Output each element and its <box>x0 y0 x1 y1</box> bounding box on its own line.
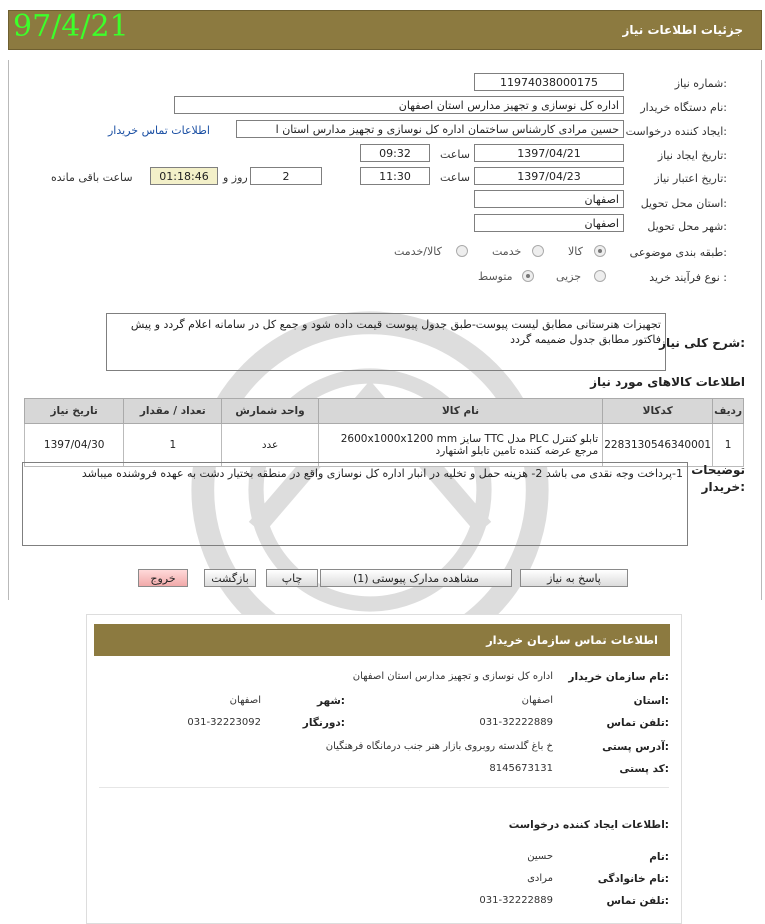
need-number-field[interactable]: 11974038000175 <box>474 73 624 91</box>
city-contact-label: شهر: <box>317 695 345 707</box>
org-label: نام سازمان خریدار: <box>568 671 669 683</box>
description-label: شرح کلی نیاز: <box>659 336 745 350</box>
city-field[interactable]: اصفهان <box>474 214 624 232</box>
exit-button[interactable]: خروج <box>138 569 188 587</box>
category-service-label: خدمت <box>492 245 522 258</box>
row-unit: عدد <box>222 424 319 467</box>
time-remaining-label: ساعت باقی مانده <box>51 171 133 184</box>
validity-date-label: تاریخ اعتبار نیاز: <box>654 172 727 185</box>
province-contact-value: اصفهان <box>521 695 553 706</box>
row-name-line2: مرجع عرضه کننده تامین تابلو اشتهارد <box>435 445 599 457</box>
panel-divider <box>99 787 669 788</box>
col-name: نام کالا <box>318 399 602 424</box>
contact-panel-title: اطلاعات تماس سازمان خریدار <box>486 633 658 647</box>
page-header <box>8 10 762 50</box>
city-label: شهر محل تحویل: <box>647 220 727 233</box>
reply-button[interactable]: پاسخ به نیاز <box>520 569 628 587</box>
org-value: اداره کل نوسازی و تجهیز مدارس استان اصفهان <box>352 671 553 682</box>
days-remaining-field[interactable]: 2 <box>250 167 322 185</box>
category-label: طبقه بندی موضوعی: <box>629 246 727 259</box>
buyer-contact-link[interactable]: اطلاعات تماس خریدار <box>108 124 210 137</box>
requester-info-title: اطلاعات ایجاد کننده درخواست: <box>508 819 669 831</box>
col-qty: تعداد / مقدار <box>124 399 222 424</box>
requester-phone-value: 031-32222889 <box>479 895 553 906</box>
row-name-line1: تابلو کنترل PLC مدل TTC سایز 2600x1000x1200 mm <box>340 433 599 445</box>
category-both-radio[interactable] <box>456 245 468 257</box>
city-contact-value: اصفهان <box>229 695 261 706</box>
province-field[interactable]: اصفهان <box>474 190 624 208</box>
family-name-label: نام خانوادگی: <box>597 873 669 885</box>
col-date: تاریخ نیاز <box>25 399 124 424</box>
created-time-field[interactable]: 09:32 <box>360 144 430 162</box>
postal-code-label: کد پستی: <box>619 763 669 775</box>
category-goods-label: کالا <box>568 245 583 258</box>
items-section-title: اطلاعات کالاهای مورد نیاز <box>590 375 745 389</box>
days-label: روز و <box>223 171 248 184</box>
fax-label: دورنگار: <box>302 717 345 729</box>
attachments-button[interactable]: مشاهده مدارک پیوستی (1) <box>320 569 512 587</box>
validity-time-field[interactable]: 11:30 <box>360 167 430 185</box>
province-label: استان محل تحویل: <box>640 197 727 210</box>
row-name <box>318 424 602 467</box>
need-number-label: شماره نیاز: <box>674 77 727 90</box>
name-label: نام: <box>649 851 669 863</box>
date-stamp: 97/4/21 <box>13 9 129 44</box>
validity-date-field[interactable]: 1397/04/23 <box>474 167 624 185</box>
requester-label: ایجاد کننده درخواست: <box>625 125 727 138</box>
fax-value: 031-32223092 <box>187 717 261 728</box>
category-service-radio[interactable] <box>532 245 544 257</box>
created-time-label: ساعت <box>440 148 470 161</box>
back-button[interactable]: بازگشت <box>204 569 256 587</box>
row-qty: 1 <box>124 424 222 467</box>
name-value: حسین <box>527 851 553 862</box>
process-minor-radio[interactable] <box>594 270 606 282</box>
buyer-org-label: نام دستگاه خریدار: <box>640 101 727 114</box>
page-title: جزئیات اطلاعات نیاز <box>622 23 743 37</box>
items-table-header <box>25 399 744 424</box>
validity-time-label: ساعت <box>440 171 470 184</box>
buyer-org-field[interactable]: اداره کل نوسازی و تجهیز مدارس استان اصفهان <box>174 96 624 114</box>
col-unit: واحد شمارش <box>222 399 319 424</box>
created-date-field[interactable]: 1397/04/21 <box>474 144 624 162</box>
items-table <box>24 398 744 467</box>
row-index: 1 <box>713 424 744 467</box>
process-medium-label: متوسط <box>478 270 513 283</box>
contact-panel-header <box>94 624 670 656</box>
buyer-notes-label: توضیحات خریدار: <box>691 463 745 494</box>
category-both-label: کالا/خدمت <box>394 245 442 258</box>
row-date: 1397/04/30 <box>25 424 124 467</box>
buyer-notes-textarea[interactable]: 1-پرداخت وجه نقدی می باشد 2- هزینه حمل و تخلیه در انبار اداره کل نوسازی واقع در منطقه بختیار دشت به عهده فروشنده میباشد <box>22 462 688 546</box>
process-medium-radio[interactable] <box>522 270 534 282</box>
requester-field[interactable]: حسین مرادی کارشناس ساختمان اداره کل نوسازی و تجهیز مدارس استان ا <box>236 120 624 138</box>
category-goods-radio[interactable] <box>594 245 606 257</box>
col-code: کدکالا <box>603 399 713 424</box>
table-row[interactable] <box>25 424 744 467</box>
print-button[interactable]: چاپ <box>266 569 318 587</box>
phone-value: 031-32222889 <box>479 717 553 728</box>
description-textarea[interactable]: تجهیزات هنرستانی مطابق لیست پیوست-طبق جدول پیوست قیمت داده شود و جمع کل در سامانه اعلام گردد و پیش فاکتور مطابق جدول ضمیمه گردد <box>106 313 666 371</box>
col-index: ردیف <box>713 399 744 424</box>
row-code: 2283130546340001 <box>603 424 713 467</box>
address-value: خ باغ گلدسته روبروی بازار هنر جنب درمانگاه فرهنگیان <box>325 741 553 752</box>
buyer-contact-panel <box>86 614 682 924</box>
created-date-label: تاریخ ایجاد نیاز: <box>657 149 727 162</box>
requester-phone-label: تلفن تماس: <box>606 895 669 907</box>
province-contact-label: استان: <box>633 695 669 707</box>
time-remaining-field: 01:18:46 <box>150 167 218 185</box>
process-type-label: نوع فرآیند خرید : <box>649 271 727 284</box>
address-label: آدرس پستی: <box>602 741 669 753</box>
family-name-value: مرادی <box>527 873 553 884</box>
phone-label: تلفن تماس: <box>606 717 669 729</box>
postal-code-value: 8145673131 <box>489 763 553 774</box>
process-minor-label: جزیی <box>556 270 582 283</box>
